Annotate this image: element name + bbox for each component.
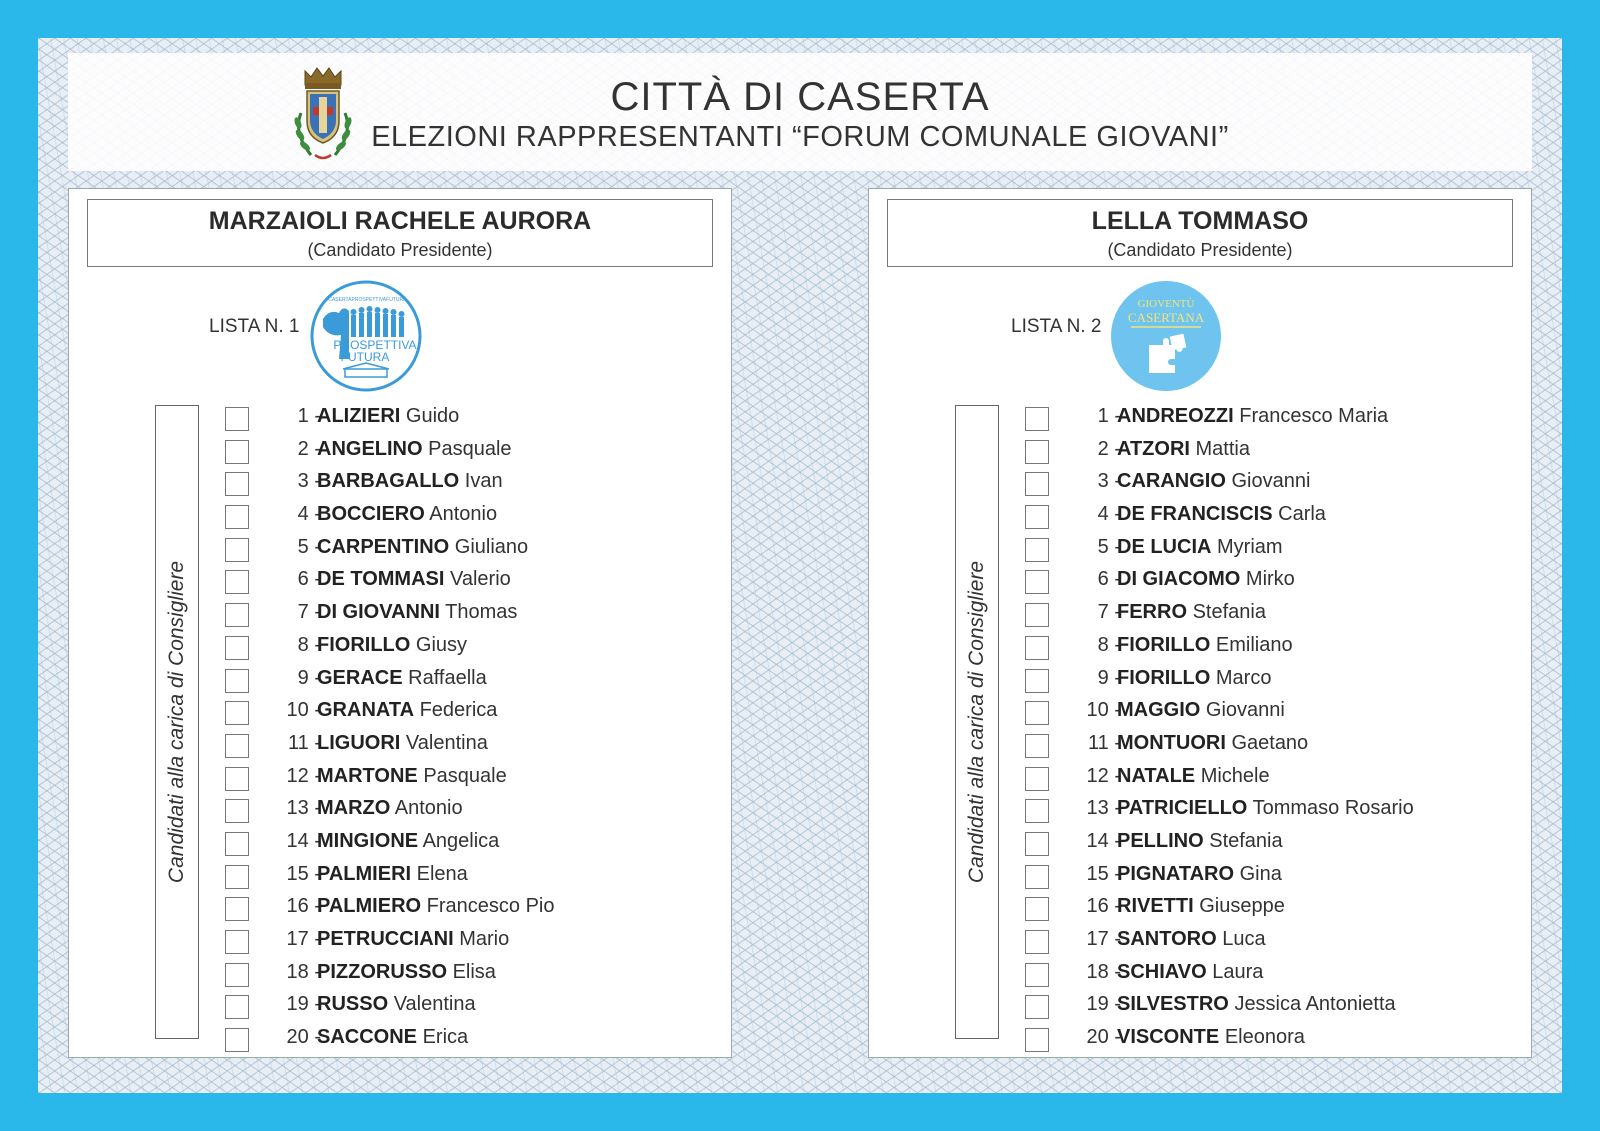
candidate-surname: RUSSO [317, 993, 389, 1016]
vote-checkbox[interactable] [225, 767, 249, 791]
candidate-first-name: Thomas [445, 601, 518, 624]
candidate-number: 8 - [1097, 633, 1121, 656]
president-role: (Candidato Presidente) [1107, 240, 1293, 260]
candidate-row [1025, 568, 1525, 601]
candidate-name [1117, 928, 1266, 951]
candidate-row [225, 961, 725, 994]
candidate-number: 8 - [297, 633, 321, 656]
candidate-name [1117, 438, 1250, 461]
candidate-first-name: Myriam [1217, 535, 1283, 558]
candidate-surname: DE LUCIA [1117, 535, 1212, 558]
vote-checkbox[interactable] [225, 538, 249, 562]
candidate-row [1025, 797, 1525, 830]
candidate-surname: PETRUCCIANI [317, 928, 454, 950]
candidate-name [1117, 863, 1282, 886]
candidate-number: 16 - [286, 895, 321, 918]
candidate-surname: RIVETTI [1117, 895, 1194, 918]
candidate-number: 12 - [1086, 764, 1121, 787]
candidate-number: 6 - [1097, 568, 1121, 591]
candidate-surname: PALMIERO [317, 895, 422, 918]
candidate-surname: SCHIAVO [1117, 960, 1207, 983]
president-role: (Candidato Presidente) [307, 240, 493, 260]
candidate-row [225, 601, 725, 634]
candidate-name [317, 732, 488, 755]
candidate-name [1117, 765, 1270, 788]
candidate-first-name: Valerio [449, 568, 511, 591]
vote-checkbox[interactable] [225, 832, 249, 856]
candidate-row [1025, 1026, 1525, 1059]
candidate-number: 20 - [286, 1026, 321, 1049]
candidate-number: 7 - [297, 601, 321, 624]
candidate-first-name: Giusy [415, 633, 468, 656]
candidate-first-name: Giovanni [1205, 699, 1285, 722]
vote-checkbox[interactable] [1025, 1028, 1049, 1052]
candidate-surname: ATZORI [1117, 437, 1190, 460]
candidate-surname: BOCCIERO [317, 503, 425, 526]
list-card-1 [68, 188, 732, 1058]
candidate-name [317, 601, 517, 624]
candidate-number: 2 - [297, 437, 321, 460]
candidate-row [1025, 699, 1525, 732]
vote-checkbox[interactable] [225, 963, 249, 987]
vote-checkbox[interactable] [225, 995, 249, 1019]
candidate-first-name: Francesco Pio [426, 895, 555, 918]
ballot-sheet [38, 38, 1562, 1093]
candidate-name [1117, 568, 1295, 591]
candidate-first-name: Antonio [394, 797, 463, 820]
candidate-first-name: Pasquale [423, 764, 507, 787]
candidate-row [225, 568, 725, 601]
candidate-row [1025, 928, 1525, 961]
candidate-row [225, 536, 725, 569]
ballot-header [68, 53, 1532, 171]
candidate-row [225, 928, 725, 961]
candidate-name [1117, 1026, 1305, 1049]
candidate-row [1025, 732, 1525, 765]
vote-checkbox[interactable] [225, 1028, 249, 1052]
candidate-first-name: Jessica Antonietta [1234, 993, 1396, 1016]
candidate-surname: PALMIERI [317, 862, 412, 885]
candidate-surname: PIZZORUSSO [317, 960, 448, 983]
vote-checkbox[interactable] [1025, 897, 1049, 921]
candidate-name [317, 1026, 468, 1049]
candidate-surname: GRANATA [317, 699, 415, 722]
candidate-surname: BARBAGALLO [317, 470, 460, 493]
candidate-number: 11 - [288, 731, 321, 754]
candidate-surname: PIGNATARO [1117, 862, 1235, 885]
councillors-side-label: Candidati alla carica di Consigliere [165, 560, 188, 884]
vote-checkbox[interactable] [225, 603, 249, 627]
candidate-first-name: Emiliano [1215, 633, 1293, 656]
candidate-first-name: Mario [459, 928, 510, 950]
candidate-surname: CARPENTINO [317, 535, 450, 558]
logo-text-line1: GIOVENTÙ [1137, 298, 1195, 310]
candidate-number: 3 - [297, 470, 321, 493]
candidate-number: 17 - [286, 928, 321, 950]
candidate-number: 20 - [1086, 1026, 1121, 1049]
candidate-surname: SACCONE [317, 1026, 418, 1049]
candidate-name [317, 470, 503, 493]
candidate-row [1025, 667, 1525, 700]
candidate-name [1117, 797, 1414, 820]
president-box[interactable] [87, 199, 713, 267]
candidate-surname: SANTORO [1117, 928, 1217, 950]
candidate-row [1025, 503, 1525, 536]
vote-checkbox[interactable] [225, 799, 249, 823]
candidate-name [1117, 634, 1293, 657]
candidate-row [1025, 634, 1525, 667]
candidate-row [225, 634, 725, 667]
candidate-row [1025, 961, 1525, 994]
vote-checkbox[interactable] [1025, 440, 1049, 464]
candidate-name [1117, 667, 1271, 690]
candidate-first-name: Francesco Maria [1239, 405, 1389, 427]
candidate-name [1117, 470, 1310, 493]
councillors-side-label-box [155, 405, 199, 1039]
vote-checkbox[interactable] [1025, 930, 1049, 954]
candidate-first-name: Federica [419, 699, 498, 722]
candidate-name [317, 634, 467, 657]
candidate-surname: SILVESTRO [1117, 993, 1229, 1016]
candidate-name [317, 667, 487, 690]
candidate-surname: CARANGIO [1117, 470, 1226, 493]
candidate-surname: FIORILLO [317, 633, 411, 656]
candidate-row [1025, 536, 1525, 569]
vote-checkbox[interactable] [225, 407, 249, 431]
candidate-number: 18 - [286, 960, 321, 983]
candidate-name [317, 503, 497, 526]
candidate-row [225, 1026, 725, 1059]
candidate-name [317, 699, 497, 722]
vote-checkbox[interactable] [225, 701, 249, 725]
candidate-name [317, 568, 511, 591]
candidate-surname: MAGGIO [1117, 699, 1201, 722]
candidate-number: 13 - [1086, 797, 1121, 820]
candidate-first-name: Giovanni [1231, 470, 1311, 493]
candidate-surname: DI GIACOMO [1117, 568, 1241, 591]
candidate-name [1117, 830, 1283, 853]
vote-checkbox[interactable] [225, 669, 249, 693]
candidate-row [225, 830, 725, 863]
candidate-name [1117, 405, 1388, 428]
candidate-name [317, 830, 499, 853]
candidate-number: 2 - [1097, 437, 1121, 460]
candidate-number: 17 - [1086, 928, 1121, 950]
candidate-first-name: Guido [405, 405, 460, 427]
candidate-row [225, 765, 725, 798]
candidate-number: 1 - [1097, 405, 1121, 427]
candidate-number: 13 - [286, 797, 321, 820]
candidate-row [225, 405, 725, 438]
lista-number: LISTA N. 2 [1011, 316, 1102, 337]
candidate-surname: LIGUORI [317, 731, 401, 754]
candidate-first-name: Tommaso Rosario [1252, 797, 1414, 820]
candidate-first-name: Elisa [452, 960, 496, 983]
candidate-name [317, 928, 509, 951]
vote-checkbox[interactable] [1025, 538, 1049, 562]
vote-checkbox[interactable] [225, 734, 249, 758]
president-box[interactable] [887, 199, 1513, 267]
candidate-number: 15 - [286, 862, 321, 885]
candidate-name [317, 961, 496, 984]
prospettiva-futura-logo-icon[interactable] [309, 279, 423, 393]
candidate-surname: PATRICIELLO [1117, 797, 1248, 820]
candidate-row [225, 732, 725, 765]
vote-checkbox[interactable] [225, 897, 249, 921]
candidate-first-name: Stefania [1209, 829, 1283, 852]
vote-checkbox[interactable] [1025, 865, 1049, 889]
candidate-row [1025, 993, 1525, 1026]
candidate-first-name: Eleonora [1224, 1026, 1305, 1049]
candidate-row [1025, 438, 1525, 471]
candidate-number: 10 - [1086, 699, 1121, 722]
candidate-row [225, 699, 725, 732]
vote-checkbox[interactable] [1025, 570, 1049, 594]
candidate-row [1025, 601, 1525, 634]
president-name: MARZAIOLI RACHELE AURORA [208, 207, 592, 235]
candidate-surname: DI GIOVANNI [317, 601, 440, 624]
candidate-name [1117, 699, 1285, 722]
candidate-row [225, 797, 725, 830]
candidate-number: 5 - [1097, 535, 1121, 558]
vote-checkbox[interactable] [225, 440, 249, 464]
candidate-first-name: Valentina [405, 731, 488, 754]
vote-checkbox[interactable] [1025, 799, 1049, 823]
candidate-number: 10 - [286, 699, 321, 722]
candidate-first-name: Marco [1215, 666, 1272, 689]
candidate-first-name: Giuliano [454, 535, 529, 558]
candidate-first-name: Angelica [422, 829, 500, 852]
vote-checkbox[interactable] [1025, 995, 1049, 1019]
lista-number: LISTA N. 1 [209, 316, 300, 337]
candidate-name [1117, 895, 1285, 918]
candidate-row [225, 895, 725, 928]
candidate-surname: MARZO [317, 797, 391, 820]
candidate-number: 15 - [1086, 862, 1121, 885]
candidate-name [317, 438, 512, 461]
candidate-first-name: Valentina [393, 993, 476, 1016]
candidate-surname: VISCONTE [1117, 1026, 1220, 1049]
list-card-2 [868, 188, 1532, 1058]
candidate-first-name: Mattia [1195, 437, 1250, 460]
logo-text-line1: PROSPETTIVA [333, 338, 417, 352]
candidate-first-name: Giuseppe [1199, 895, 1285, 918]
candidate-number: 6 - [297, 568, 321, 591]
candidate-row [1025, 830, 1525, 863]
candidate-row [1025, 405, 1525, 438]
vote-checkbox[interactable] [1025, 636, 1049, 660]
candidate-first-name: Gaetano [1231, 731, 1309, 754]
candidate-number: 3 - [1097, 470, 1121, 493]
candidate-surname: ALIZIERI [317, 405, 401, 427]
candidate-number: 4 - [1097, 503, 1121, 526]
candidate-number: 5 - [297, 535, 321, 558]
vote-checkbox[interactable] [225, 472, 249, 496]
candidate-surname: NATALE [1117, 764, 1196, 787]
candidate-number: 14 - [1086, 829, 1121, 852]
candidate-number: 12 - [286, 764, 321, 787]
logo-text-line2: FUTURA [340, 350, 390, 364]
gioventu-casertana-logo-icon[interactable] [1109, 279, 1223, 393]
candidate-number: 11 - [1088, 731, 1121, 754]
candidate-first-name: Raffaella [408, 666, 487, 689]
candidate-first-name: Gina [1239, 862, 1282, 885]
candidate-name [1117, 536, 1283, 559]
candidate-row [1025, 895, 1525, 928]
candidate-name [1117, 993, 1396, 1016]
vote-checkbox[interactable] [225, 505, 249, 529]
councillors-side-label-box [955, 405, 999, 1039]
vote-checkbox[interactable] [1025, 505, 1049, 529]
candidate-first-name: Pasquale [428, 437, 512, 460]
city-title: CITTÀ DI CASERTA [610, 75, 990, 119]
candidate-row [1025, 470, 1525, 503]
candidate-number: 18 - [1086, 960, 1121, 983]
candidate-first-name: Mirko [1245, 568, 1295, 591]
candidate-surname: ANGELINO [317, 437, 423, 460]
candidate-surname: DE FRANCISCIS [1117, 503, 1273, 526]
candidate-list-2 [1025, 405, 1525, 1059]
candidate-row [225, 503, 725, 536]
candidate-row [225, 993, 725, 1026]
vote-checkbox[interactable] [225, 570, 249, 594]
vote-checkbox[interactable] [1025, 767, 1049, 791]
candidate-surname: GERACE [317, 666, 403, 689]
candidate-row [225, 438, 725, 471]
election-subtitle: ELEZIONI RAPPRESENTANTI “FORUM COMUNALE GIOVANI” [371, 121, 1229, 153]
candidate-first-name: Carla [1278, 503, 1326, 526]
vote-checkbox[interactable] [1025, 701, 1049, 725]
vote-checkbox[interactable] [1025, 963, 1049, 987]
candidate-name [1117, 601, 1266, 624]
candidate-number: 19 - [1086, 993, 1121, 1016]
vote-checkbox[interactable] [1025, 734, 1049, 758]
candidate-first-name: Antonio [429, 503, 498, 526]
candidate-name [317, 993, 476, 1016]
candidate-surname: FERRO [1117, 601, 1187, 624]
candidate-row [225, 667, 725, 700]
vote-checkbox[interactable] [225, 865, 249, 889]
candidate-name [1117, 732, 1308, 755]
vote-checkbox[interactable] [1025, 669, 1049, 693]
candidate-first-name: Stefania [1192, 601, 1266, 624]
logo-text-line2: CASERTANA [1127, 310, 1205, 325]
vote-checkbox[interactable] [225, 930, 249, 954]
candidate-number: 19 - [286, 993, 321, 1016]
vote-checkbox[interactable] [1025, 472, 1049, 496]
candidate-surname: MARTONE [317, 764, 418, 787]
president-name: LELLA TOMMASO [1091, 207, 1309, 235]
vote-checkbox[interactable] [1025, 832, 1049, 856]
councillors-side-label: Candidati alla carica di Consigliere [965, 560, 988, 884]
candidate-row [225, 470, 725, 503]
candidate-name [317, 765, 507, 788]
candidate-surname: MINGIONE [317, 829, 419, 852]
candidate-name [317, 405, 459, 428]
candidate-first-name: Laura [1212, 960, 1264, 983]
candidate-number: 14 - [286, 829, 321, 852]
vote-checkbox[interactable] [1025, 407, 1049, 431]
candidate-row [1025, 765, 1525, 798]
candidate-first-name: Luca [1222, 928, 1266, 950]
candidate-name [317, 895, 554, 918]
candidate-name [317, 863, 468, 886]
candidate-number: 16 - [1086, 895, 1121, 918]
candidate-row [1025, 863, 1525, 896]
candidate-name [1117, 961, 1263, 984]
candidate-surname: ANDREOZZI [1117, 405, 1234, 427]
candidate-surname: PELLINO [1117, 829, 1204, 852]
candidate-first-name: Michele [1200, 764, 1270, 787]
candidate-number: 7 - [1097, 601, 1121, 624]
candidate-number: 9 - [1097, 666, 1121, 689]
candidate-surname: FIORILLO [1117, 633, 1211, 656]
candidate-first-name: Elena [416, 862, 468, 885]
candidate-name [317, 536, 528, 559]
candidate-surname: FIORILLO [1117, 666, 1211, 689]
candidate-number: 9 - [297, 666, 321, 689]
candidate-name [1117, 503, 1326, 526]
candidate-first-name: Erica [422, 1026, 469, 1049]
candidate-surname: MONTUORI [1117, 731, 1226, 754]
logo-small-text: #CASERTAPROSPETTIVAFUTURA [325, 297, 407, 303]
candidate-surname: DE TOMMASI [317, 568, 445, 591]
candidate-list-1 [225, 405, 725, 1059]
candidate-number: 1 - [297, 405, 321, 427]
candidate-row [225, 863, 725, 896]
candidate-number: 4 - [297, 503, 321, 526]
vote-checkbox[interactable] [1025, 603, 1049, 627]
vote-checkbox[interactable] [225, 636, 249, 660]
candidate-name [317, 797, 463, 820]
candidate-first-name: Ivan [464, 470, 503, 493]
